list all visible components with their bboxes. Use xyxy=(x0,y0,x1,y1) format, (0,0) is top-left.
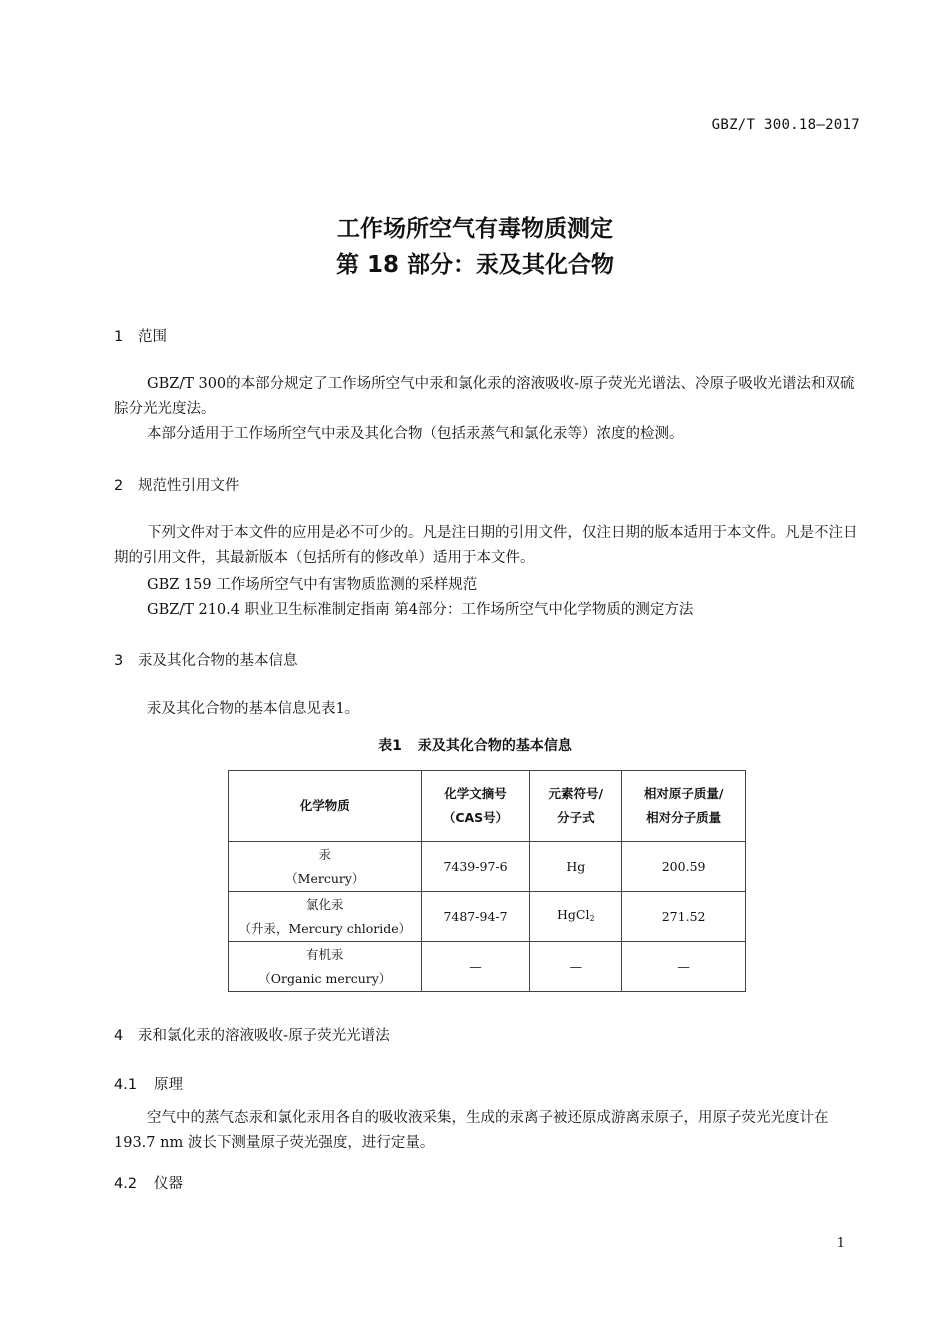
header-cas-number: 化学文摘号 （CAS号） xyxy=(421,771,530,842)
section-4-2-heading xyxy=(114,1172,183,1193)
cell-substance: 汞 （Mercury） xyxy=(229,842,422,892)
section-title: 规范性引用文件 xyxy=(138,478,240,494)
section-1-paragraph-1: GBZ/T 300的本部分规定了工作场所空气中汞和氯化汞的溶液吸收-原子荧光光谱法、冷原子吸收光谱法和双硫腙分光光度法。 xyxy=(114,376,855,417)
normative-reference-1: GBZ 159 工作场所空气中有害物质监测的采样规范 xyxy=(147,577,478,593)
section-number: 4.2 xyxy=(114,1176,138,1192)
section-1-heading xyxy=(114,325,167,346)
section-3-paragraph-1: 汞及其化合物的基本信息见表1。 xyxy=(147,701,360,717)
table-title: 汞及其化合物的基本信息 xyxy=(417,738,572,754)
section-3-heading xyxy=(114,649,298,670)
cell-cas: — xyxy=(421,942,530,992)
document-title: 工作场所空气有毒物质测定 xyxy=(337,216,613,242)
section-4-heading xyxy=(114,1024,390,1045)
section-1-paragraph-2: 本部分适用于工作场所空气中汞及其化合物（包括汞蒸气和氯化汞等）浓度的检测。 xyxy=(147,426,684,442)
table-1-caption xyxy=(0,735,950,755)
cell-formula: HgCl$_2$ xyxy=(530,892,622,942)
section-number: 3 xyxy=(114,653,124,669)
cell-cas: 7487-94-7 xyxy=(421,892,530,942)
standard-code: GBZ/T 300.18—2017 xyxy=(711,117,860,133)
section-title: 仪器 xyxy=(154,1176,183,1192)
page-number: 1 xyxy=(836,1236,845,1251)
normative-reference-2: GBZ/T 210.4 职业卫生标准制定指南 第4部分：工作场所空气中化学物质的测定方法 xyxy=(147,602,694,618)
cell-mass: 200.59 xyxy=(622,842,746,892)
section-number: 2 xyxy=(114,478,124,494)
cell-formula: Hg xyxy=(530,842,622,892)
section-number: 4 xyxy=(114,1028,124,1044)
cell-cas: 7439-97-6 xyxy=(421,842,530,892)
cell-substance: 氯化汞 （升汞，Mercury chloride） xyxy=(229,892,422,942)
table-number: 表1 xyxy=(378,738,402,754)
table-row xyxy=(229,892,746,942)
section-2-paragraph-1: 下列文件对于本文件的应用是必不可少的。凡是注日期的引用文件，仅注日期的版本适用于本文件。凡是不注日期的引用文件，其最新版本（包括所有的修改单）适用于本文件。 xyxy=(114,525,858,566)
section-2-heading xyxy=(114,474,240,495)
document-subtitle: 第 18 部分：汞及其化合物 xyxy=(335,252,615,278)
section-4-1-paragraph: 空气中的蒸气态汞和氯化汞用各自的吸收液采集，生成的汞离子被还原成游离汞原子，用原子荧光光度计在193.7 nm 波长下测量原子荧光强度，进行定量。 xyxy=(114,1110,829,1151)
section-title: 汞和氯化汞的溶液吸收-原子荧光光谱法 xyxy=(138,1028,390,1044)
cell-substance: 有机汞 （Organic mercury） xyxy=(229,942,422,992)
substance-info-table xyxy=(228,770,746,992)
header-formula: 元素符号/ 分子式 xyxy=(530,771,622,842)
header-chemical-substance: 化学物质 xyxy=(229,771,422,842)
section-number: 4.1 xyxy=(114,1077,138,1093)
section-title: 范围 xyxy=(138,329,167,345)
table-row xyxy=(229,942,746,992)
header-molecular-mass: 相对原子质量/ 相对分子质量 xyxy=(622,771,746,842)
cell-mass: — xyxy=(622,942,746,992)
section-4-1-heading xyxy=(114,1073,183,1094)
section-number: 1 xyxy=(114,329,124,345)
table-header-row xyxy=(229,771,746,842)
table-row xyxy=(229,842,746,892)
cell-formula: — xyxy=(530,942,622,992)
section-title: 原理 xyxy=(154,1077,183,1093)
section-title: 汞及其化合物的基本信息 xyxy=(138,653,298,669)
cell-mass: 271.52 xyxy=(622,892,746,942)
